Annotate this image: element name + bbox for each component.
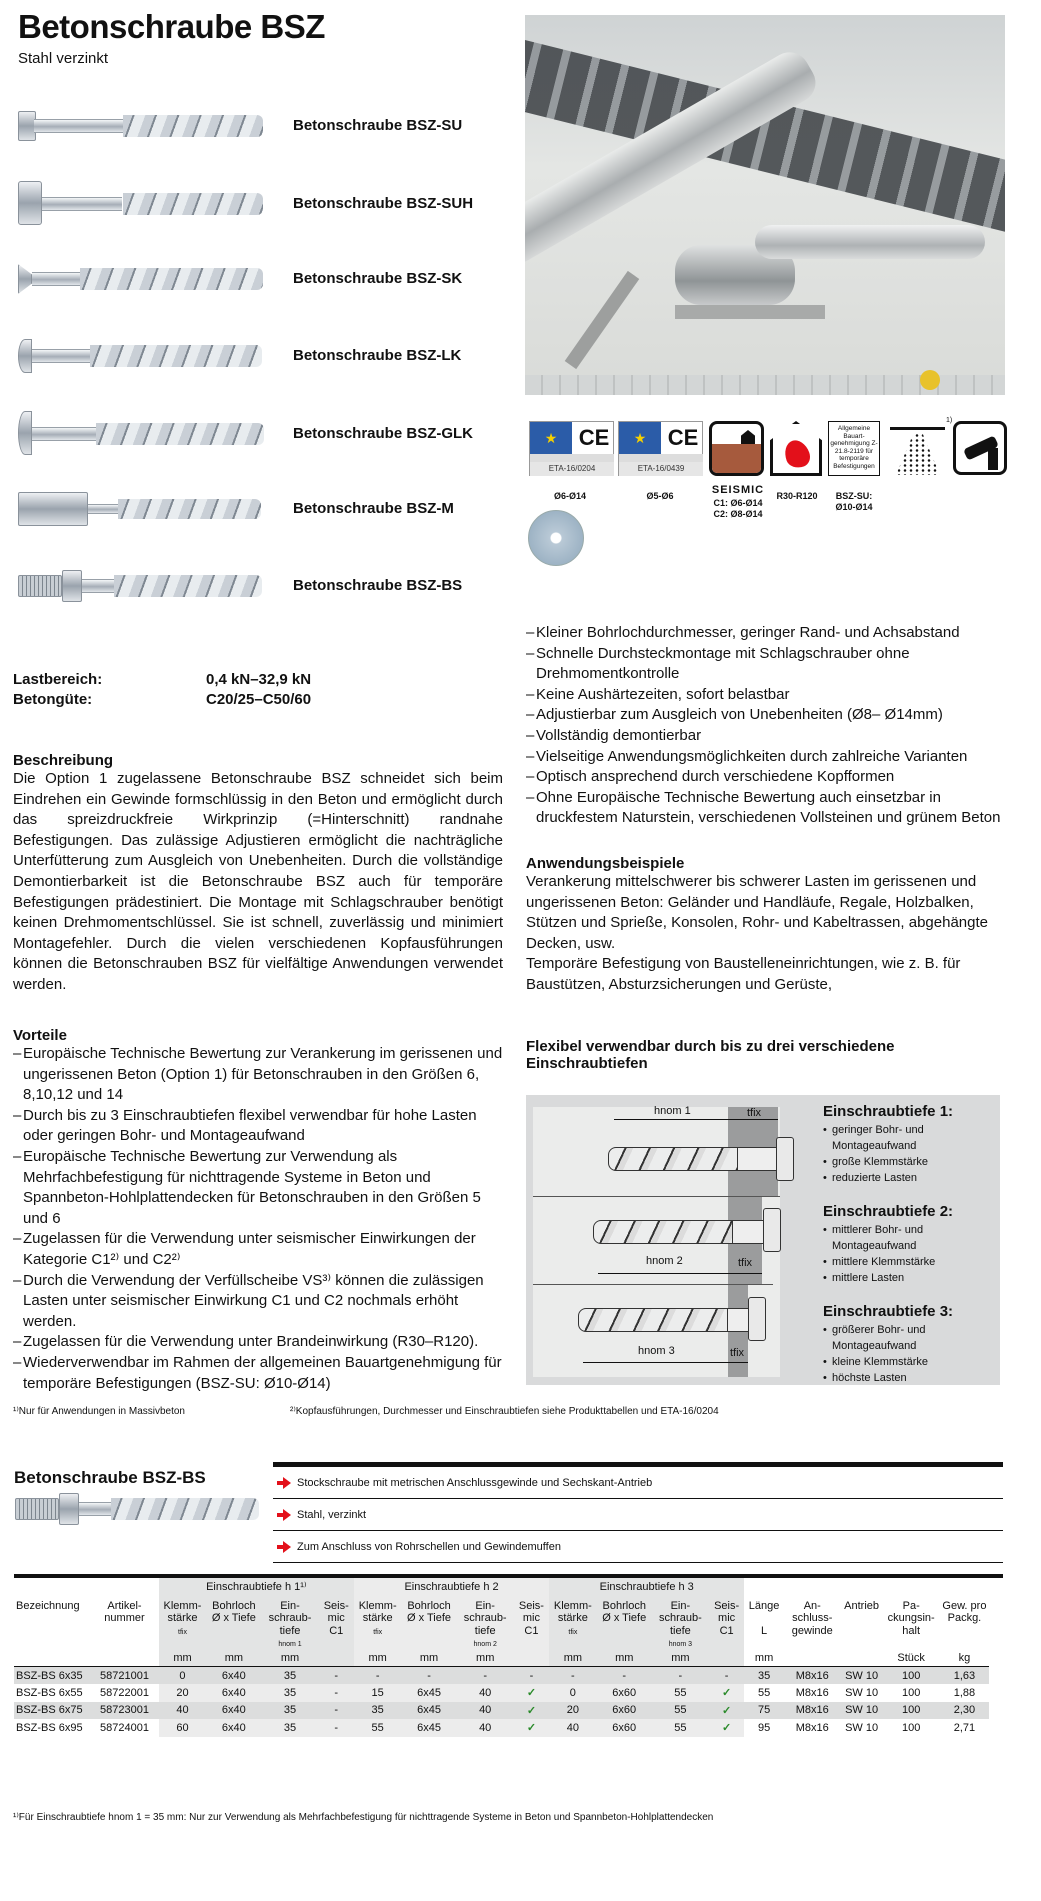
col-artikel: Artikel-nummer xyxy=(104,1599,145,1624)
list-item: – Vollständig demontierbar xyxy=(526,726,1016,747)
depth3-title: Einschraubtiefe 3: xyxy=(823,1303,954,1320)
col-ein-3: Ein-schraub-tiefe hnom 3 xyxy=(652,1594,709,1652)
product-label: Betonschraube BSZ-LK xyxy=(293,346,462,364)
pipe-anchor-icon xyxy=(953,421,1007,475)
check-icon: ✓ xyxy=(514,1684,549,1702)
check-icon: ✓ xyxy=(514,1702,549,1720)
product-item-bs xyxy=(18,560,498,610)
check-icon: ✓ xyxy=(709,1684,744,1702)
check-icon: ✓ xyxy=(709,1719,744,1737)
col-gew: Gew. pro Packg. xyxy=(942,1599,987,1624)
bs-feature-list xyxy=(273,1462,1003,1563)
product-item-su xyxy=(18,100,498,150)
footnote-1: ¹⁾Nur für Anwendungen in Massivbeton xyxy=(13,1406,185,1417)
grade-label: Betongüte: xyxy=(13,691,93,708)
bs-feature-item: Zum Anschluss von Rohrschellen und Gewindemuffen xyxy=(273,1531,1003,1563)
arrow-right-icon xyxy=(277,1477,291,1489)
product-item-sk xyxy=(18,253,498,303)
application-photo xyxy=(525,15,1005,395)
product-item-m xyxy=(18,483,498,533)
product-label: Betonschraube BSZ-SUH xyxy=(293,194,474,212)
grade-value: C20/25–C50/60 xyxy=(206,691,312,708)
application-examples-section xyxy=(526,855,1016,996)
list-item: – Adjustierbar zum Ausgleich von Unebenheiten (Ø8– Ø14mm) xyxy=(526,705,1016,726)
hnom3-label: hnom 3 xyxy=(638,1345,675,1357)
embedment-depth-diagram xyxy=(526,1095,1000,1385)
product-label: Betonschraube BSZ-BS xyxy=(293,576,463,594)
load-label: Lastbereich: xyxy=(13,671,103,688)
list-item: – Durch bis zu 3 Einschraubtiefen flexibel verwendbar für hohe Lasten oder geringen Bohr- und Montageaufwand xyxy=(13,1106,503,1147)
product-item-suh xyxy=(18,178,498,228)
screw-bs-image xyxy=(18,563,248,607)
screw-bs-image xyxy=(15,1490,245,1526)
eta-ce-icon: ★ CE ETA-16/0439 xyxy=(618,421,703,476)
seismic-icon xyxy=(709,421,764,476)
col-seis-3: Seis-mic C1 xyxy=(709,1594,744,1652)
table-row: BSZ-BS 6x55 58722001 20 6x40 35 - 15 6x45 40 ✓ 0 6x60 55 ✓ 55 M8x16 SW 10 100 1,88 xyxy=(14,1684,989,1702)
list-item: – Durch die Verwendung der Verfüllscheibe VS³⁾ können die zulässigen Lasten unter seismischer Einwirkung C1 und C2 nochmals erhöht werden. xyxy=(13,1271,503,1333)
list-item: – Optisch ansprechend durch verschiedene Kopfformen xyxy=(526,767,1016,788)
list-item: – Keine Aushärtezeiten, sofort belastbar xyxy=(526,685,1016,706)
depth2-title: Einschraubtiefe 2: xyxy=(823,1203,954,1220)
bs-feature-item: Stockschraube mit metrischen Anschlussgewinde und Sechskant-Antrieb xyxy=(273,1467,1003,1499)
arrow-right-icon xyxy=(277,1541,291,1553)
certification-icons xyxy=(525,417,1025,519)
features-list xyxy=(526,623,1016,829)
cd-rom-icon xyxy=(528,510,584,566)
approval-label: BSZ-SU: xyxy=(835,491,873,501)
col-ein-2: Ein-schraub-tiefe hnom 2 xyxy=(457,1594,514,1652)
col-anschluss: An-schluss-gewinde xyxy=(791,1599,833,1637)
specs-block xyxy=(13,670,311,710)
col-bohr-3: Bohrloch Ø x Tiefe xyxy=(597,1594,652,1652)
description-heading: Beschreibung xyxy=(13,752,114,769)
list-item: – Zugelassen für die Verwendung unter Brandeinwirkung (R30–R120). xyxy=(13,1332,503,1353)
screw-su-image xyxy=(18,103,248,147)
product-label: Betonschraube BSZ-SU xyxy=(293,116,463,134)
col-bohr-1: Bohrloch Ø x Tiefe xyxy=(206,1594,261,1652)
advantages-section xyxy=(13,1027,503,1394)
hnom2-label: hnom 2 xyxy=(646,1255,683,1267)
screw-sk-image xyxy=(18,256,248,300)
arrow-right-icon xyxy=(277,1509,291,1521)
table-row: BSZ-BS 6x35 58721001 0 6x40 35 - - - - - - - - - 35 M8x16 SW 10 100 1,63 xyxy=(14,1667,989,1685)
seismic-c2-label: C2: Ø8-Ø14 xyxy=(713,509,763,519)
col-antrieb: Antrieb xyxy=(844,1599,880,1612)
application-heading: Anwendungsbeispiele xyxy=(526,855,685,872)
features-section xyxy=(526,623,1016,829)
seismic-c1-label: C1: Ø6-Ø14 xyxy=(713,498,763,508)
table-row: BSZ-BS 6x75 58723001 40 6x40 35 - 35 6x45 40 ✓ 20 6x60 55 ✓ 75 M8x16 SW 10 100 2,30 xyxy=(14,1702,989,1720)
col-seis-2: Seis-mic C1 xyxy=(514,1594,549,1652)
seismic-label: SEISMIC xyxy=(711,484,765,496)
col-bezeichnung: Bezeichnung xyxy=(16,1599,80,1612)
application-text-temporary: Temporäre Befestigung von Baustelleneinrichtungen, wie z. B. für Baustützen, Absturzsicherungen und Gerüste, xyxy=(526,955,961,993)
hnom1-label: hnom 1 xyxy=(654,1105,691,1117)
cert-label: Ø5-Ø6 xyxy=(646,491,674,501)
screw-lk-image xyxy=(18,333,248,377)
col-ein-1: Ein-schraub-tiefe hnom 1 xyxy=(261,1594,318,1652)
table-footnote: ¹⁾Für Einschraubtiefe hnom 1 = 35 mm: Nur zur Verwendung als Mehrfachbefestigung für nichttragende Systeme in Beton und Spannbeton-Hohlplattendecken xyxy=(13,1812,714,1823)
product-label: Betonschraube BSZ-M xyxy=(293,499,454,517)
list-item: – Europäische Technische Bewertung zur Verwendung als Mehrfachbefestigung für nichttragende Systeme in Beton und Spannbeton-Hohlplattendecken für Betonschrauben in den Größen 5 und 6 xyxy=(13,1147,503,1229)
col-klemm-2: Klemm-stärke tfix xyxy=(354,1594,401,1652)
list-item: – Zugelassen für die Verwendung unter seismischer Einwirkungen der Kategorie C1²⁾ und C2²⁾ xyxy=(13,1229,503,1270)
bs-feature-item: Stahl, verzinkt xyxy=(273,1499,1003,1531)
table-row: BSZ-BS 6x95 58724001 60 6x40 35 - 55 6x45 40 ✓ 40 6x60 55 ✓ 95 M8x16 SW 10 100 2,71 xyxy=(14,1719,989,1737)
advantages-list xyxy=(13,1044,503,1394)
bs-section-title: Betonschraube BSZ-BS xyxy=(14,1468,206,1487)
col-klemm-3: Klemm-stärke tfix xyxy=(549,1594,596,1652)
product-item-glk xyxy=(18,408,498,458)
depth3-list: • größerer Bohr- und Montageaufwand • kleine Klemmstärke • höchste Lasten xyxy=(823,1322,1000,1386)
sprinkler-icon xyxy=(890,421,945,476)
check-icon: ✓ xyxy=(514,1719,549,1737)
list-item: – Wiederverwendbar im Rahmen der allgemeinen Bauartgenehmigung für temporäre Befestigungen (BSZ-SU: Ø10-Ø14) xyxy=(13,1353,503,1394)
col-klemm-1: Klemm-stärke tfix xyxy=(159,1594,206,1652)
load-value: 0,4 kN–32,9 kN xyxy=(206,671,312,688)
fire-icon xyxy=(770,421,822,476)
product-label: Betonschraube BSZ-GLK xyxy=(293,424,474,442)
diagram-heading: Flexibel verwendbar durch bis zu drei verschiedene Einschraubtiefen xyxy=(526,1038,895,1072)
depth2-list: • mittlerer Bohr- und Montageaufwand • mittlere Klemmstärke • mittlere Lasten xyxy=(823,1222,1000,1286)
application-text: Verankerung mittelschwerer bis schwerer Lasten im gerissenen und ungerissenen Beton: Geländer und Handläufe, Regale, Holzbalken, Stützen und Sprieße, Konsolen, Rohr- und Kabeltrassen, abgehängte Decken, usw. xyxy=(526,873,988,952)
tfix1-label: tfix xyxy=(747,1107,762,1119)
cert-label: Ø6-Ø14 xyxy=(553,491,586,501)
col-pack: Pa-ckungsin-halt xyxy=(887,1599,935,1637)
list-item: – Ohne Europäische Technische Bewertung auch einsetzbar in druckfestem Naturstein, verschiedenen Vollsteinen und grünem Beton xyxy=(526,788,1016,829)
list-item: – Europäische Technische Bewertung zur Verankerung im gerissenen und ungerissenen Beton (Option 1) für Betonschrauben in den Größen 6, 8,10,12 und 14 xyxy=(13,1044,503,1106)
depth1-title: Einschraubtiefe 1: xyxy=(823,1103,954,1120)
product-label: Betonschraube BSZ-SK xyxy=(293,269,463,287)
fire-label: R30-R120 xyxy=(776,491,818,501)
group-header-h3: Einschraubtiefe h 3 xyxy=(549,1578,744,1594)
sprinkler-footnote-ref: 1) xyxy=(946,417,953,424)
product-item-lk xyxy=(18,330,498,380)
eta-ce-icon: ★ CE ETA-16/0204 xyxy=(529,421,614,476)
description-section xyxy=(13,752,503,996)
approval-range-label: Ø10-Ø14 xyxy=(835,502,873,512)
product-table: Einschraubtiefe h 1¹⁾ Einschraubtiefe h 2 Einschraubtiefe h 3 Bezeichnung Artikel-nummer Klemm-stärke tfix Bohrloch Ø x Tiefe Ein-schraub-tiefe hnom 1 Seis-mic C1 Klemm-stärke tfix Bohrloch Ø x Tiefe Ein-schraub-tiefe hnom 2 Seis-mic C1 Klemm-stärke tfix Bohrloch Ø x Tiefe Ein-schraub-tiefe hnom 3 Seis-mic C1 Länge L An-schluss-gewinde Antrieb Pa-ckungsin-halt Gew. pro Packg. mm mm mm mm mm mm mm mm mm mm Stück kg BSZ-BS 6x35 58721001 0 6x40 35 - - - - - - - - - 35 M8x16 SW 10 100 1,63 BSZ-BS 6x55 58722001 20 6x40 35 - 15 6x45 40 ✓ 0 6x60 55 ✓ 55 M8x16 SW 10 100 1,88 BSZ-BS 6x75 58723001 40 6x40 35 - 35 6x45 40 ✓ 20 6x60 55 ✓ 75 M8x16 SW 10 100 2,30 BSZ-BS 6x95 58724001 60 6x40 35 - 55 6x45 40 ✓ 40 6x60 55 ✓ 95 M8x16 SW 10 100 2,71 xyxy=(14,1574,1003,1737)
group-header-h1: Einschraubtiefe h 1¹⁾ xyxy=(159,1578,354,1594)
tfix3-label: tfix xyxy=(730,1347,745,1359)
screw-suh-image xyxy=(18,181,248,225)
list-item: – Vielseitige Anwendungsmöglichkeiten durch zahlreiche Varianten xyxy=(526,747,1016,768)
tfix2-label: tfix xyxy=(738,1257,753,1269)
advantages-heading: Vorteile xyxy=(13,1027,67,1044)
col-laenge: Länge L xyxy=(748,1599,780,1637)
col-seis-1: Seis-mic C1 xyxy=(319,1594,354,1652)
screw-glk-image xyxy=(18,411,248,455)
list-item: – Kleiner Bohrlochdurchmesser, geringer Rand- und Achsabstand xyxy=(526,623,1016,644)
screw-m-image xyxy=(18,486,248,530)
depth1-list: • geringer Bohr- und Montageaufwand • große Klemmstärke • reduzierte Lasten xyxy=(823,1122,1000,1186)
description-text: Die Option 1 zugelassene Betonschraube BSZ schneidet sich beim Eindrehen ein Gewinde formschlüssig in den Beton und ermöglicht durch das spreizdruckfreie Wirkprinzip (=Hinterschnitt) randnahe Befestigungen. Das zulässige Adjustieren ermöglicht die nachträgliche Unterfütterung zum Ausgleich von Unebenheiten. Durch die vollständige Demontierbarkeit ist die Betonschraube BSZ auch für temporäre Befestigungen prädestiniert. Die Montage mit Schlagschrauber benötigt keinen Drehmomentschlüssel. Sie ist schnell, zuverlässig und minimiert Montagefehler. Durch die vielen verschiedenen Kopfausführungen können die Betonschrauben BSZ für vielfältige Anwendungen verwendet werden. xyxy=(13,770,503,993)
page-subtitle: Stahl verzinkt xyxy=(18,50,109,67)
approval-icon: Allgemeine Bauart-genehmigung Z-21.8-2119 für temporäre Befestigungen xyxy=(828,421,880,476)
group-header-h2: Einschraubtiefe h 2 xyxy=(354,1578,549,1594)
check-icon: ✓ xyxy=(709,1702,744,1720)
col-bohr-2: Bohrloch Ø x Tiefe xyxy=(401,1594,456,1652)
footnote-2: ²⁾Kopfausführungen, Durchmesser und Einschraubtiefen siehe Produkttabellen und ETA-16/0204 xyxy=(290,1406,719,1417)
list-item: – Schnelle Durchsteckmontage mit Schlagschrauber ohne Drehmomentkontrolle xyxy=(526,644,1016,685)
page-title: Betonschraube BSZ xyxy=(18,8,325,45)
